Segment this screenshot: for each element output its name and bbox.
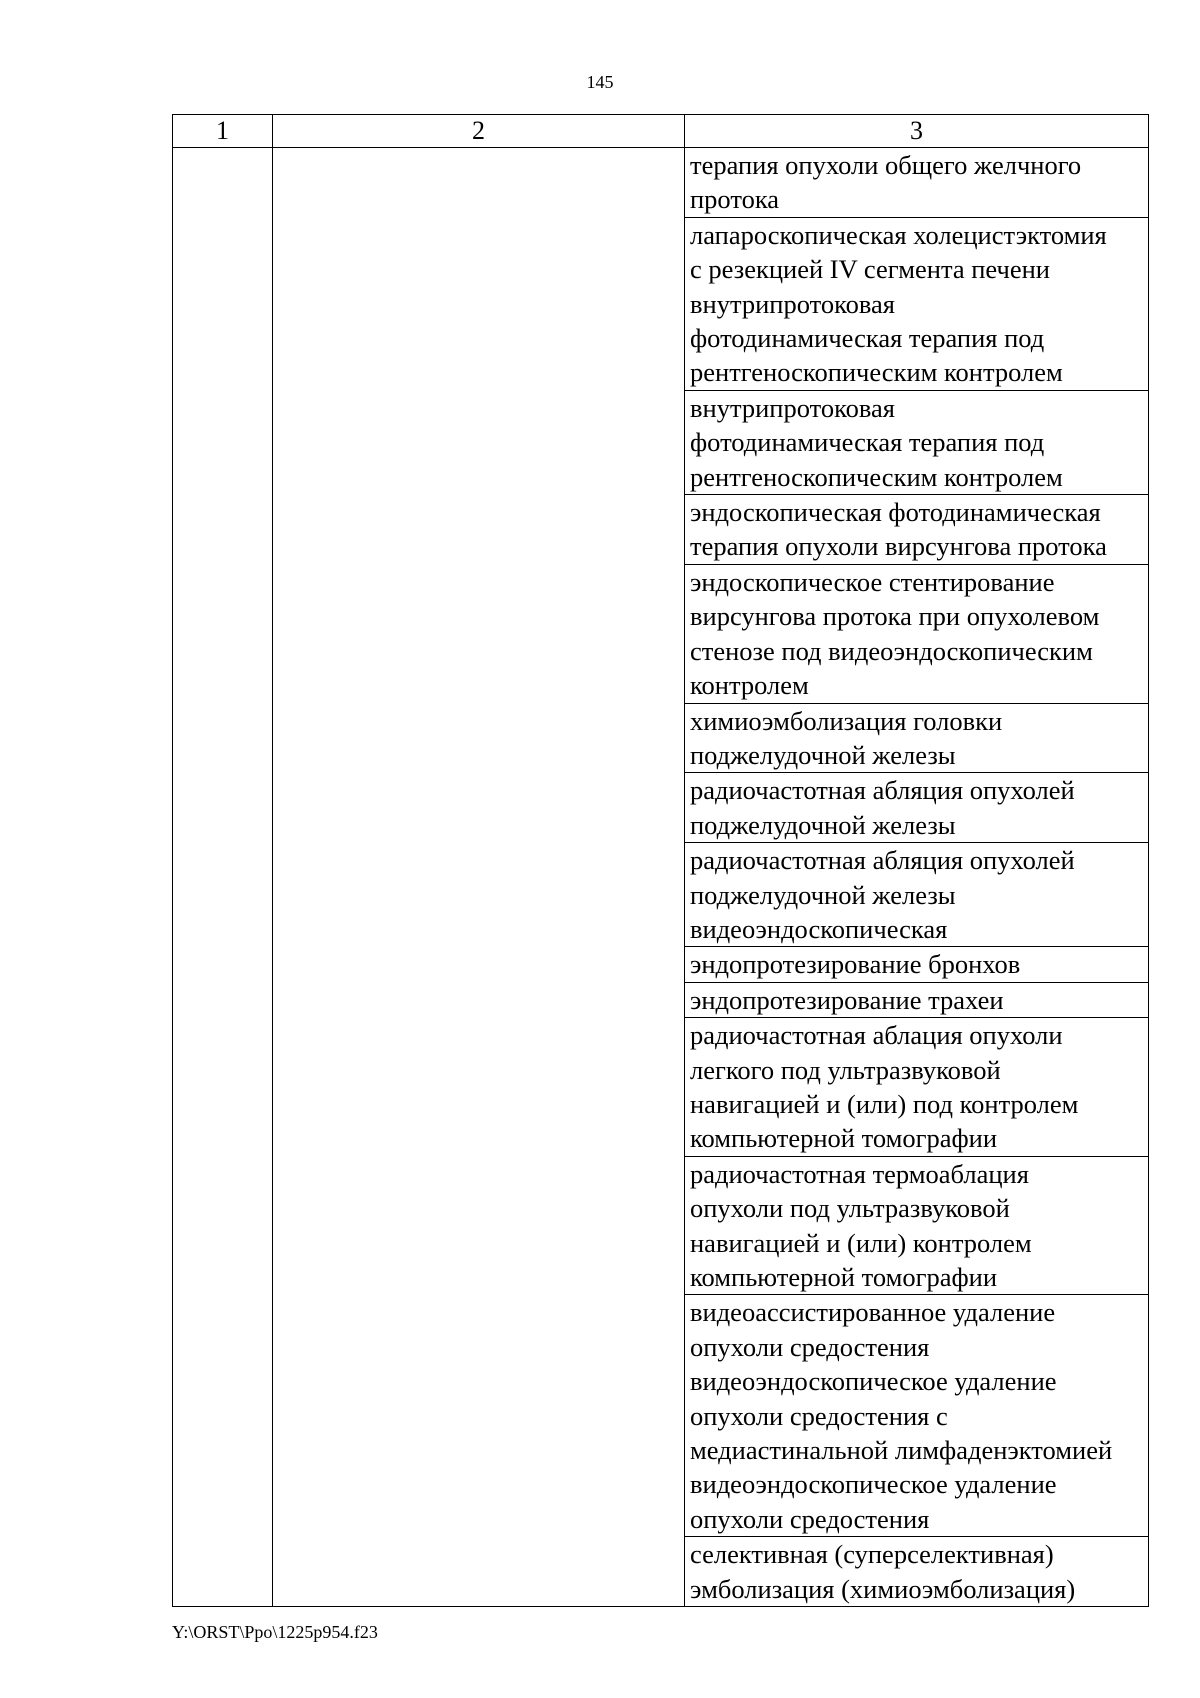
procedure-text-line: селективная (суперселективная) xyxy=(690,1539,1054,1570)
procedure-text-line: медиастинальной лимфаденэктомией xyxy=(690,1435,1113,1466)
procedure-text-line: опухоли под ультразвуковой xyxy=(690,1193,1010,1224)
column-1-cell xyxy=(173,148,273,1607)
procedure-text-line: видеоассистированное удаление xyxy=(690,1297,1056,1328)
procedure-cell xyxy=(685,947,1149,982)
procedure-text-line: эндоскопическое стентирование xyxy=(690,566,1055,597)
column-header-1: 1 xyxy=(173,115,273,148)
procedure-text-line: терапия опухоли вирсунгова протока xyxy=(690,531,1107,562)
procedure-text-line: компьютерной томографии xyxy=(690,1262,998,1292)
procedure-text-line: легкого под ультразвуковой xyxy=(690,1054,1001,1085)
procedure-text-line: навигацией и (или) контролем xyxy=(690,1227,1032,1258)
procedure-cell xyxy=(685,982,1149,1017)
procedure-cell xyxy=(685,217,1149,390)
table-header-row xyxy=(173,115,1149,148)
procedure-text-line: опухоли средостения xyxy=(690,1503,930,1534)
column-header-2: 2 xyxy=(273,115,685,148)
procedure-text-line: поджелудочной железы xyxy=(690,879,956,910)
procedure-text-line: химиоэмболизация головки xyxy=(690,705,1003,736)
column-2-cell xyxy=(273,148,685,1607)
procedure-cell xyxy=(685,703,1149,773)
procedure-text-line: контролем xyxy=(690,670,809,701)
table-row xyxy=(173,148,1149,218)
procedure-text-line: радиочастотная абляция опухолей xyxy=(690,775,1075,806)
procedure-cell xyxy=(685,773,1149,843)
page-number: 145 xyxy=(586,72,614,92)
procedure-cell xyxy=(685,843,1149,947)
procedure-text-line: с резекцией IV сегмента печени xyxy=(690,254,1050,285)
procedure-cell xyxy=(685,1156,1149,1295)
procedure-text-line: внутрипротоковая xyxy=(690,392,895,423)
procedure-text-line: поджелудочной железы xyxy=(690,739,956,770)
procedure-text-line: вирсунгова протока при опухолевом xyxy=(690,601,1100,632)
procedure-text-line: рентгеноскопическим контролем xyxy=(690,461,1063,492)
procedure-text-line: опухоли средостения с xyxy=(690,1400,948,1431)
procedure-text-line: стенозе под видеоэндоскопическим xyxy=(690,635,1093,666)
footer-file-path: Y:\ORST\Ppo\1225p954.f23 xyxy=(172,1622,378,1642)
procedure-text-line: видеоэндоскопическое удаление xyxy=(690,1366,1057,1397)
procedure-text-line: протока xyxy=(690,184,780,215)
column-header-3: 3 xyxy=(685,115,1149,148)
procedure-text-line: рентгеноскопическим контролем xyxy=(690,357,1063,388)
table-body xyxy=(173,148,1149,1607)
procedure-text-line: радиочастотная абляция опухолей xyxy=(690,845,1075,876)
procedure-text-line: эндопротезирование бронхов xyxy=(690,949,1021,980)
procedure-cell xyxy=(685,390,1149,494)
procedure-text-line: эндоскопическая фотодинамическая xyxy=(690,497,1101,528)
procedure-text-line: эндопротезирование трахеи xyxy=(690,984,1004,1015)
procedure-text-line: видеоэндоскопическая xyxy=(690,913,948,944)
procedure-text-line: фотодинамическая терапия под xyxy=(690,427,1045,458)
procedure-text-line: эмболизация (химиоэмболизация) xyxy=(690,1573,1076,1604)
procedure-cell xyxy=(685,1537,1149,1607)
procedure-cell xyxy=(685,148,1149,218)
procedure-text-line: терапия опухоли общего желчного xyxy=(690,150,1082,180)
procedure-text-line: внутрипротоковая xyxy=(690,288,895,319)
procedure-text-line: лапароскопическая холецистэктомия xyxy=(690,219,1107,250)
procedure-text-line: навигацией и (или) под контролем xyxy=(690,1088,1079,1119)
procedure-text-line: опухоли средостения xyxy=(690,1331,930,1362)
procedure-text-line: компьютерной томографии xyxy=(690,1123,998,1154)
procedure-text-line: фотодинамическая терапия под xyxy=(690,323,1045,354)
procedures-table xyxy=(172,114,1149,1607)
procedure-cell xyxy=(685,495,1149,565)
procedure-text-line: радиочастотная термоаблация xyxy=(690,1158,1029,1189)
procedure-text-line: поджелудочной железы xyxy=(690,809,956,840)
procedure-cell xyxy=(685,564,1149,703)
procedure-text-line: радиочастотная аблация опухоли xyxy=(690,1020,1063,1051)
procedure-cell xyxy=(685,1295,1149,1537)
procedure-text-line: видеоэндоскопическое удаление xyxy=(690,1469,1057,1500)
procedure-cell xyxy=(685,1018,1149,1157)
